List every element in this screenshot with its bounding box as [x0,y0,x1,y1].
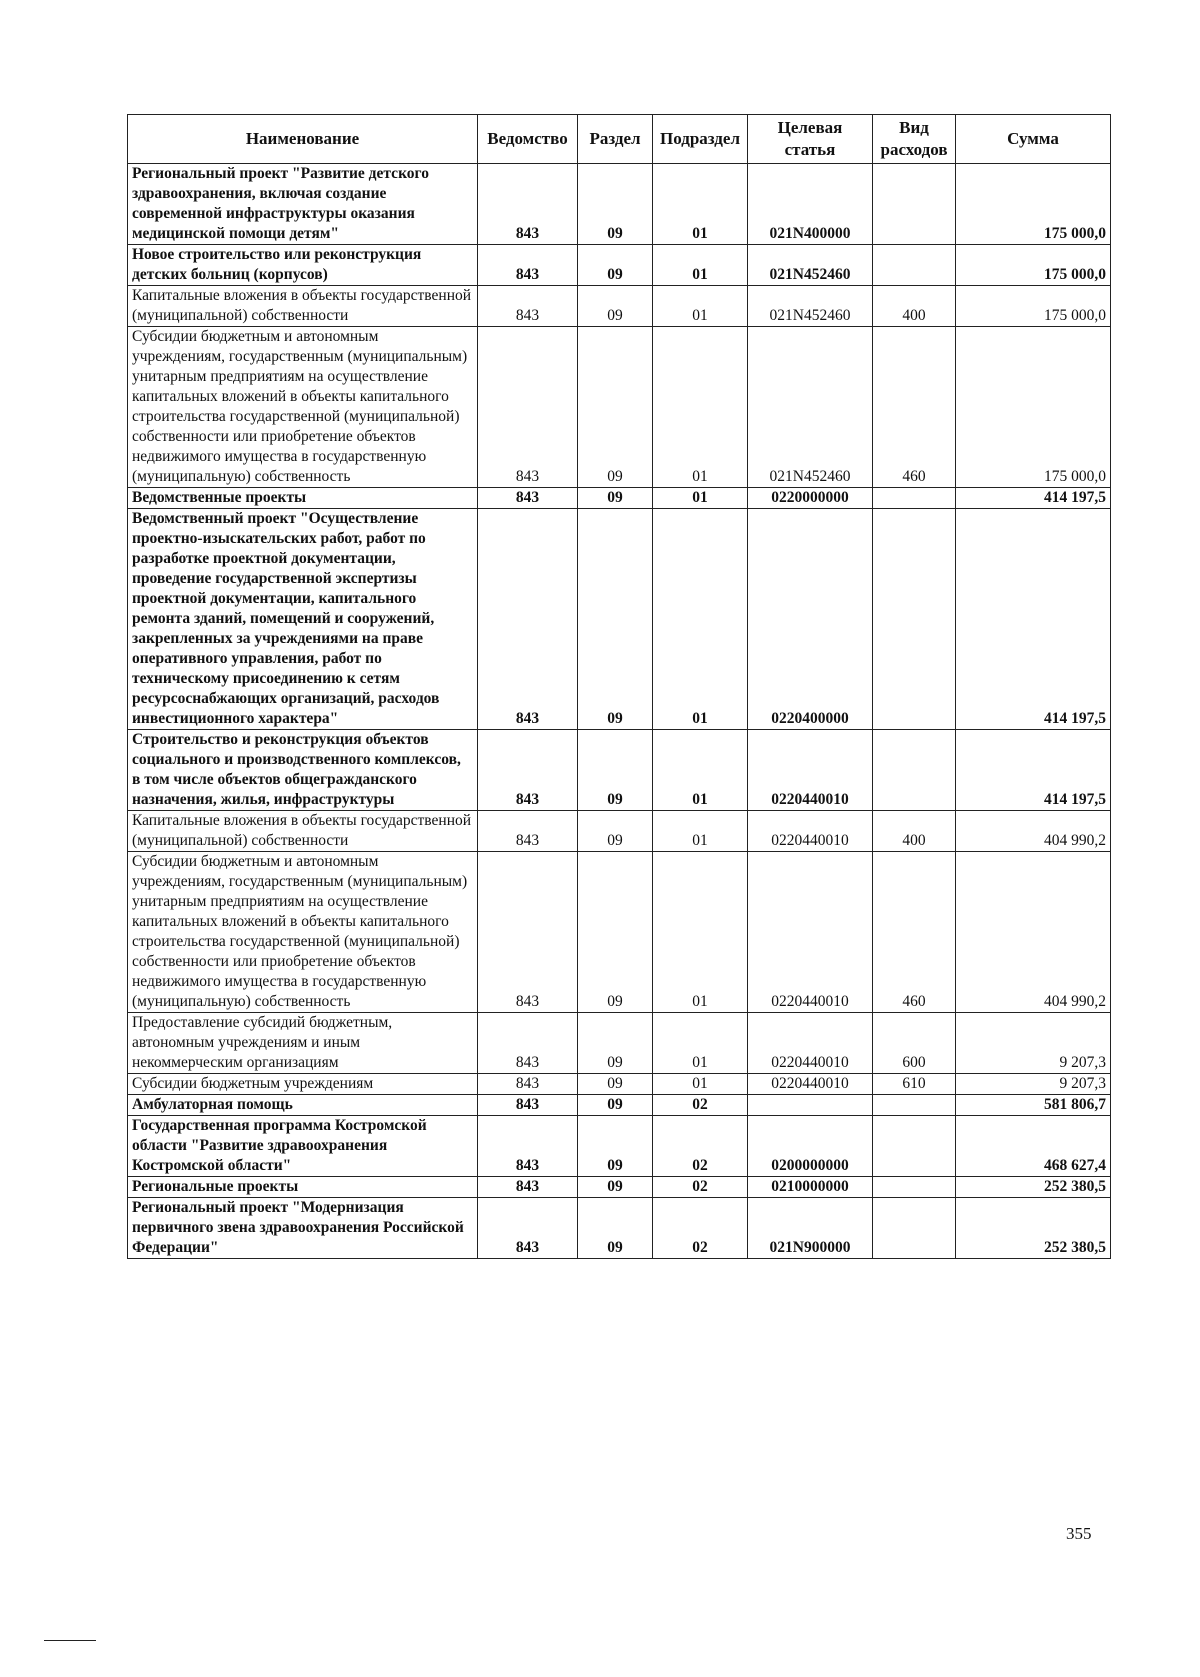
cell-subsection: 02 [653,1198,748,1259]
footer-rule [44,1640,96,1641]
cell-expense-type: 610 [873,1074,956,1095]
cell-subsection: 01 [653,852,748,1013]
cell-amount: 404 990,2 [956,852,1111,1013]
cell-amount: 404 990,2 [956,811,1111,852]
cell-department: 843 [478,1013,578,1074]
cell-target-article: 021N400000 [748,164,873,245]
cell-section: 09 [578,1198,653,1259]
cell-subsection: 01 [653,488,748,509]
cell-target-article: 0200000000 [748,1116,873,1177]
cell-amount: 9 207,3 [956,1013,1111,1074]
cell-target-article: 021N452460 [748,245,873,286]
cell-amount: 9 207,3 [956,1074,1111,1095]
cell-target-article: 021N452460 [748,286,873,327]
cell-amount: 468 627,4 [956,1116,1111,1177]
cell-subsection: 01 [653,1013,748,1074]
cell-amount: 414 197,5 [956,730,1111,811]
cell-subsection: 01 [653,245,748,286]
cell-amount: 252 380,5 [956,1198,1111,1259]
cell-subsection: 01 [653,509,748,730]
cell-expense-type: 400 [873,286,956,327]
budget-table [127,114,1111,1259]
cell-department: 843 [478,1177,578,1198]
table-row [128,286,1111,327]
cell-section: 09 [578,1074,653,1095]
cell-amount: 175 000,0 [956,327,1111,488]
table-row [128,1177,1111,1198]
cell-subsection: 01 [653,286,748,327]
cell-target-article: 0220000000 [748,488,873,509]
cell-expense-type: 400 [873,811,956,852]
table-row [128,1013,1111,1074]
cell-target-article: 0220440010 [748,852,873,1013]
cell-department: 843 [478,730,578,811]
cell-amount: 175 000,0 [956,245,1111,286]
cell-section: 09 [578,245,653,286]
cell-department: 843 [478,1074,578,1095]
cell-expense-type [873,730,956,811]
cell-expense-type [873,164,956,245]
table-row [128,730,1111,811]
cell-name: Капитальные вложения в объекты государственной (муниципальной) собственности [128,811,478,852]
cell-department: 843 [478,509,578,730]
header-section: Раздел [578,115,653,164]
cell-name: Субсидии бюджетным и автономным учреждениям, государственным (муниципальным) унитарным предприятиям на осуществление капитальных вложений в объекты капитального строительства государственной (муниципальной) собственности или приобретение объектов недвижимого имущества в государственную (муниципальную) собственность [128,327,478,488]
cell-target-article: 0220440010 [748,1074,873,1095]
cell-expense-type [873,245,956,286]
cell-department: 843 [478,245,578,286]
cell-expense-type [873,1177,956,1198]
cell-target-article: 0220400000 [748,509,873,730]
cell-amount: 175 000,0 [956,286,1111,327]
table-header-row [128,115,1111,164]
table-row [128,509,1111,730]
cell-subsection: 01 [653,164,748,245]
cell-target-article: 0210000000 [748,1177,873,1198]
cell-name: Государственная программа Костромской области "Развитие здравоохранения Костромской области" [128,1116,478,1177]
cell-expense-type: 460 [873,852,956,1013]
table-row [128,327,1111,488]
header-department: Ведомство [478,115,578,164]
cell-department: 843 [478,1095,578,1116]
cell-section: 09 [578,1177,653,1198]
cell-target-article: 0220440010 [748,1013,873,1074]
cell-target-article [748,1095,873,1116]
cell-name: Капитальные вложения в объекты государственной (муниципальной) собственности [128,286,478,327]
cell-subsection: 02 [653,1116,748,1177]
cell-department: 843 [478,811,578,852]
cell-department: 843 [478,488,578,509]
cell-name: Региональный проект "Модернизация первичного звена здравоохранения Российской Федерации" [128,1198,478,1259]
table-row [128,1116,1111,1177]
cell-department: 843 [478,852,578,1013]
cell-name: Ведомственные проекты [128,488,478,509]
cell-section: 09 [578,852,653,1013]
cell-name: Новое строительство или реконструкция детских больниц (корпусов) [128,245,478,286]
table-row [128,852,1111,1013]
cell-name: Региональный проект "Развитие детского здравоохранения, включая создание современной инфраструктуры оказания медицинской помощи детям" [128,164,478,245]
cell-target-article: 0220440010 [748,811,873,852]
cell-section: 09 [578,730,653,811]
cell-name: Региональные проекты [128,1177,478,1198]
table-row [128,488,1111,509]
table-row [128,1198,1111,1259]
cell-name: Амбулаторная помощь [128,1095,478,1116]
cell-target-article: 021N900000 [748,1198,873,1259]
cell-section: 09 [578,811,653,852]
cell-subsection: 01 [653,1074,748,1095]
header-subsection: Подраздел [653,115,748,164]
cell-subsection: 01 [653,811,748,852]
cell-section: 09 [578,488,653,509]
cell-name: Ведомственный проект "Осуществление проектно-изыскательских работ, работ по разработке проектной документации, проведение государственной экспертизы проектной документации, капитального ремонта зданий, помещений и сооружений, закрепленных за учреждениями на праве оперативного управления, работ по техническому присоединению к сетям ресурсоснабжающих организаций, расходов инвестиционного характера" [128,509,478,730]
cell-name: Предоставление субсидий бюджетным, автономным учреждениям и иным некоммерческим организациям [128,1013,478,1074]
cell-name: Строительство и реконструкция объектов социального и производственного комплексов, в том числе объектов общегражданского назначения, жилья, инфраструктуры [128,730,478,811]
cell-section: 09 [578,286,653,327]
cell-department: 843 [478,286,578,327]
cell-name: Субсидии бюджетным учреждениям [128,1074,478,1095]
cell-expense-type [873,1095,956,1116]
cell-subsection: 02 [653,1095,748,1116]
cell-department: 843 [478,1116,578,1177]
table-row [128,1074,1111,1095]
table-row [128,1095,1111,1116]
cell-expense-type [873,509,956,730]
cell-department: 843 [478,1198,578,1259]
cell-section: 09 [578,164,653,245]
header-target-article: Целевая статья [748,115,873,164]
cell-section: 09 [578,509,653,730]
cell-section: 09 [578,1116,653,1177]
table-row [128,245,1111,286]
table-row [128,811,1111,852]
page-number: 355 [1066,1524,1092,1543]
cell-section: 09 [578,1095,653,1116]
cell-expense-type: 600 [873,1013,956,1074]
cell-amount: 581 806,7 [956,1095,1111,1116]
cell-target-article: 0220440010 [748,730,873,811]
cell-expense-type [873,488,956,509]
cell-department: 843 [478,164,578,245]
header-expense-type: Вид расходов [873,115,956,164]
cell-amount: 414 197,5 [956,509,1111,730]
cell-amount: 414 197,5 [956,488,1111,509]
cell-name: Субсидии бюджетным и автономным учреждениям, государственным (муниципальным) унитарным предприятиям на осуществление капитальных вложений в объекты капитального строительства государственной (муниципальной) собственности или приобретение объектов недвижимого имущества в государственную (муниципальную) собственность [128,852,478,1013]
table-row [128,164,1111,245]
cell-expense-type [873,1198,956,1259]
cell-subsection: 01 [653,327,748,488]
cell-expense-type: 460 [873,327,956,488]
cell-amount: 175 000,0 [956,164,1111,245]
table-body [128,164,1111,1259]
header-name: Наименование [128,115,478,164]
cell-subsection: 02 [653,1177,748,1198]
header-amount: Сумма [956,115,1111,164]
cell-department: 843 [478,327,578,488]
cell-target-article: 021N452460 [748,327,873,488]
cell-section: 09 [578,327,653,488]
cell-subsection: 01 [653,730,748,811]
cell-section: 09 [578,1013,653,1074]
cell-expense-type [873,1116,956,1177]
cell-amount: 252 380,5 [956,1177,1111,1198]
